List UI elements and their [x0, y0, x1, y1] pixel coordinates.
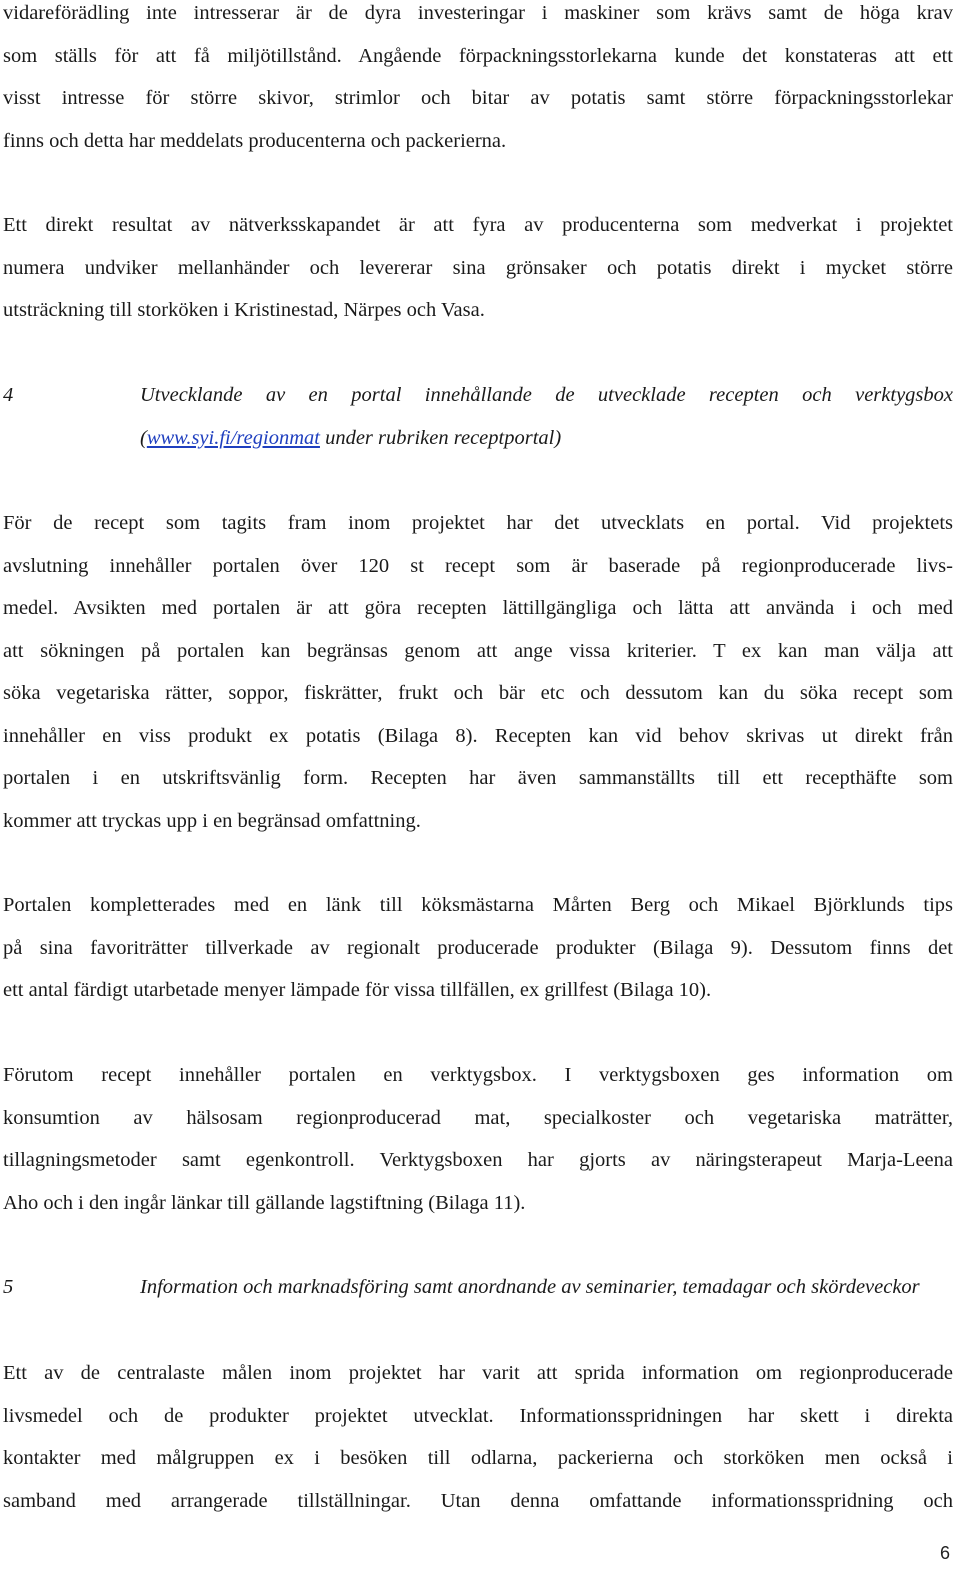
text-line: portalen i en utskriftsvänlig form. Recepten har även sammanställts till ett recepthäfte som: [3, 767, 953, 789]
section-number: 4: [3, 384, 14, 406]
text-line: Ett av de centralaste målen inom projektet har varit att sprida information om regionproducerade: [3, 1362, 953, 1384]
text-line: att sökningen på portalen kan begränsas genom att ange vissa kriterier. T ex kan man välja att: [3, 639, 953, 662]
section-title-line: [140, 417, 953, 460]
section-title-line: Utvecklande av en portal innehållande de utvecklade recepten och verktygsbox: [140, 384, 953, 406]
text-line: finns och detta har meddelats producenterna och packerierna.: [3, 129, 507, 152]
text-line: på sina favoriträtter tillverkade av regionalt producerade produkter (Bilaga 9). Dessutom finns det: [3, 936, 953, 959]
text-line: utsträckning till storköken i Kristinestad, Närpes och Vasa.: [3, 299, 485, 321]
paragraph-toolbox: [3, 1054, 953, 1224]
text-line: innehåller en viss produkt ex potatis (Bilaga 8). Recepten kan vid behov skrivas ut direkt från: [3, 724, 953, 747]
section-title-rest: under rubriken receptportal): [319, 426, 562, 449]
text-line: numera undviker mellanhänder och levererar sina grönsaker och potatis direkt i mycket större: [3, 256, 953, 279]
text-line: kommer att tryckas upp i en begränsad omfattning.: [3, 809, 421, 832]
text-line: som ställs för att få miljötillstånd. Angående förpackningsstorlekarna kunde det konstateras att ett: [3, 44, 953, 67]
paragraph-chefs-link: [3, 884, 953, 1012]
text-line: samband med arrangerade tillställningar. Utan denna omfattande informationsspridning och: [3, 1489, 953, 1512]
text-line: vidareförädling inte intresserar är de dyra investeringar i maskiner som krävs samt de höga krav: [3, 2, 953, 24]
section-title-line: Information och marknadsföring samt anordnande av seminarier, temadagar och skördeveckor: [140, 1276, 920, 1298]
text-line: tillagningsmetoder samt egenkontroll. Verktygsboxen har gjorts av näringsterapeut Marja-Leena: [3, 1149, 953, 1171]
paren: (: [140, 426, 147, 449]
text-line: Ett direkt resultat av nätverksskapandet är att fyra av producenterna som medverkat i projektet: [3, 214, 953, 236]
section-title: [140, 1266, 953, 1309]
text-line: Förutom recept innehåller portalen en verktygsbox. I verktygsboxen ges information om: [3, 1064, 953, 1086]
text-line: Portalen kompletterades med en länk till köksmästarna Mårten Berg och Mikael Björklunds tips: [3, 894, 953, 916]
page-number: 6: [939, 1543, 950, 1563]
text-line: livsmedel och de produkter projektet utvecklat. Informationsspridningen har skett i direkta: [3, 1404, 953, 1427]
text-line: avslutning innehåller portalen över 120 st recept som är baserade på regionproducerade livs-: [3, 554, 953, 577]
text-line: kontakter med målgruppen ex i besöken till odlarna, packerierna och storköken men också i: [3, 1447, 953, 1469]
portal-link[interactable]: www.syi.fi/regionmat: [146, 426, 320, 449]
text-line: söka vegetariska rätter, soppor, fiskrätter, frukt och bär etc och dessutom kan du söka recept som: [3, 682, 953, 704]
text-line: medel. Avsikten med portalen är att göra recepten lättillgängliga och lätta att använda i och med: [3, 597, 953, 619]
section-title: [140, 374, 953, 459]
text-line: Aho och i den ingår länkar till gällande lagstiftning (Bilaga 11).: [3, 1191, 526, 1214]
section-heading-4: [3, 374, 953, 460]
text-line: konsumtion av hälsosam regionproducerad mat, specialkoster och vegetariska maträtter,: [3, 1106, 953, 1129]
text-line: ett antal färdigt utarbetade menyer lämpade för vissa tillfällen, ex grillfest (Bilaga 10).: [3, 979, 712, 1001]
section-heading-5: [3, 1266, 953, 1309]
paragraph-portal: [3, 502, 953, 842]
paragraph-information: [3, 1352, 953, 1522]
text-line: visst intresse för större skivor, strimlor och bitar av potatis samt större förpackningsstorlekar: [3, 87, 953, 109]
section-number: 5: [3, 1276, 14, 1298]
paragraph-network-result: [3, 204, 953, 332]
text-line: För de recept som tagits fram inom projektet har det utvecklats en portal. Vid projektets: [3, 512, 953, 534]
paragraph-intro: [3, 0, 953, 162]
